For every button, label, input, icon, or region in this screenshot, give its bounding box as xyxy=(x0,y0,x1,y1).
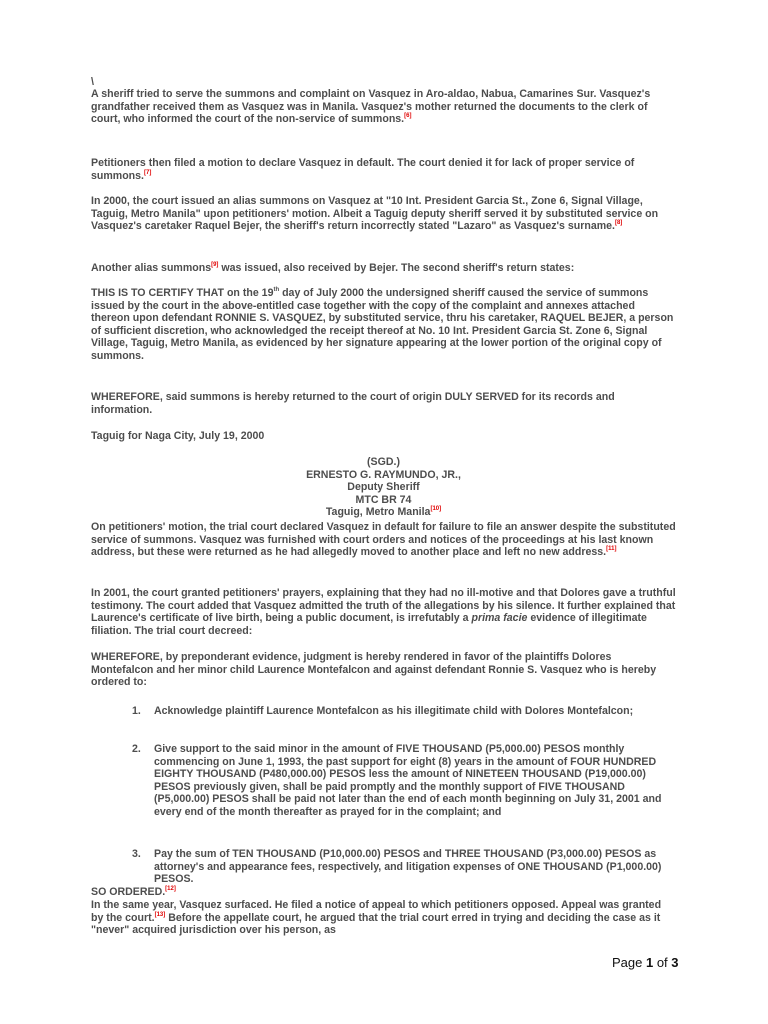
list-number: 1. xyxy=(132,705,141,717)
paragraph-text: A sheriff tried to serve the summons and complaint on Vasquez in Aro-aldao, Nabua, Camarines Sur. Vasquez's grandfather received them as Vasquez was in Manila. Vasquez's mother returned the documents to the clerk of court, who informed the court of the non-service of summons. xyxy=(91,88,651,126)
paragraph-text: Petitioners then filed a motion to declare Vasquez in default. The court denied it for lack of proper service of summons. xyxy=(91,157,635,182)
paragraph-6: WHEREFORE, said summons is hereby returned to the court of origin DULY SERVED for its records and information. xyxy=(91,391,615,416)
paragraph-text: was issued, also received by Bejer. The second sheriff's return states: xyxy=(218,262,575,274)
paragraph-10: WHEREFORE, by preponderant evidence, judgment is hereby rendered in favor of the plaintiffs Dolores Montefalcon and her minor child Laurence Montefalcon and against defendant Ronnie S. Vasquez who is hereby ordered to: xyxy=(91,651,657,689)
paragraph-11 xyxy=(91,886,676,899)
list-text: Give support to the said minor in the amount of FIVE THOUSAND (P5,000.00) PESOS monthly commencing on June 1, 1993, the past support for eight (8) years in the amount of FOUR HUNDRED EIGHTY THOUSAND (P480,000.00) PESOS less the amount of NINETEEN THOUSAND (P19,000.00) PESOS previously given, shall be paid promptly and the monthly support of FIVE THOUSAND (P5,000.00) PESOS shall be paid not later than the end of each month beginning on July 31, 2001 and every end of the month thereafter as prayed for in the complaint; and xyxy=(154,743,662,818)
ordinal-suffix: th xyxy=(273,287,280,293)
paragraph-text: evidence of illegitimate filiation. The trial court decreed: xyxy=(91,612,647,637)
footnote-ref[interactable]: [11] xyxy=(606,546,617,553)
paragraph-text: In 2000, the court issued an alias summons on Vasquez at "10 Int. President Garcia St., Zone 6, Signal Village, Taguig, Metro Manila" upon petitioners' motion. Albeit a Taguig deputy sheriff served it by substituted service on Vasquez's caretaker Raquel Bejer, the sheriff's return incorrectly stated "Lazaro" as Vasquez's surname. xyxy=(91,195,659,233)
list-number: 2. xyxy=(132,743,141,755)
list-item xyxy=(132,705,680,718)
paragraph-italic: prima facie xyxy=(471,612,528,625)
signature-line: (SGD.) xyxy=(367,456,400,468)
signature-location xyxy=(91,506,676,519)
footnote-ref[interactable]: [8] xyxy=(614,220,623,227)
page-number-footer xyxy=(612,957,679,970)
signature-location-text: Taguig, Metro Manila xyxy=(325,506,431,519)
paragraph-1 xyxy=(91,88,676,126)
footnote-ref[interactable]: [10] xyxy=(430,506,442,513)
list-item xyxy=(132,743,680,819)
decree-list xyxy=(132,743,680,819)
paragraph-9 xyxy=(91,587,676,637)
list-text: Acknowledge plaintiff Laurence Montefalcon as his illegitimate child with Dolores Montefalcon; xyxy=(154,705,634,717)
signature-court: MTC BR 74 xyxy=(355,493,412,506)
paragraph-4 xyxy=(91,262,676,275)
page-word: Page xyxy=(612,955,646,970)
paragraph-8 xyxy=(91,521,676,559)
paragraph-2 xyxy=(91,157,676,182)
paragraph-text: Before the appellate court, he argued that the trial court erred in trying and deciding the case as it "never" acquired jurisdiction over his person, as xyxy=(91,911,661,937)
list-item xyxy=(132,848,680,886)
current-page: 1 xyxy=(645,955,654,970)
of-word: of xyxy=(653,955,672,970)
paragraph-7: Taguig for Naga City, July 19, 2000 xyxy=(91,430,265,442)
decree-list xyxy=(132,705,680,718)
paragraph-text: In the same year, Vasquez surfaced. He filed a notice of appeal to which petitioners opposed. Appeal was granted by the court. xyxy=(91,899,662,924)
sheriff-return-quote xyxy=(91,287,676,363)
paragraph-text: SO ORDERED. xyxy=(91,886,166,898)
footnote-ref[interactable]: [7] xyxy=(143,169,152,176)
paragraph-text: In 2001, the court granted petitioners' prayers, explaining that they had no ill-motive and that Dolores gave a truthful testimony. The court added that Vasquez admitted the truth of the allegations by his silence. It further explained that Laurence's certificate of live birth, being a public document, is irrefutably a xyxy=(91,587,676,625)
list-text: Pay the sum of TEN THOUSAND (P10,000.00) PESOS and THREE THOUSAND (P3,000.00) PESOS as attorney's and appearance fees, respectively, and litigation expenses of ONE THOUSAND (P1,000.00) PESOS. xyxy=(154,848,662,886)
footnote-ref[interactable]: [6] xyxy=(404,113,412,120)
paragraph-text: THIS IS TO CERTIFY THAT on the 19 xyxy=(91,287,274,299)
paragraph-3 xyxy=(91,195,676,233)
signature-name: ERNESTO G. RAYMUNDO, JR., xyxy=(306,468,461,481)
paragraph-text: On petitioners' motion, the trial court declared Vasquez in default for failure to file an answer despite the substituted service of summons. Vasquez was furnished with court orders and notices of the proceedings at his last known address, but these were returned as he had allegedly moved to another place and left no new address. xyxy=(91,521,676,559)
paragraph-text: Another alias summons xyxy=(91,262,212,274)
paragraph-12 xyxy=(91,899,676,937)
signature-title: Deputy Sheriff xyxy=(347,481,420,494)
footnote-ref[interactable]: [9] xyxy=(211,262,219,268)
total-pages: 3 xyxy=(671,955,679,970)
list-number: 3. xyxy=(132,848,141,860)
footnote-ref[interactable]: [13] xyxy=(154,911,166,918)
paragraph-text: day of July 2000 the undersigned sheriff caused the service of summons issued by the court in the above-entitled case together with the copy of the complaint and annexes attached thereon upon defendant RONNIE S. VASQUEZ, by substituted service, thru his caretaker, RAQUEL BEJER, a person of sufficient discretion, who acknowledged the receipt thereof at No. 10 Int. President Garcia St. Zone 6, Signal Village, Taguig, Metro Manila, as evidenced by her signature appearing at the lower portion of the original copy of summons. xyxy=(91,287,674,362)
decree-list xyxy=(132,848,680,886)
stray-mark: \ xyxy=(91,76,94,88)
signature-block xyxy=(91,456,676,519)
footnote-ref[interactable]: [12] xyxy=(165,886,176,892)
